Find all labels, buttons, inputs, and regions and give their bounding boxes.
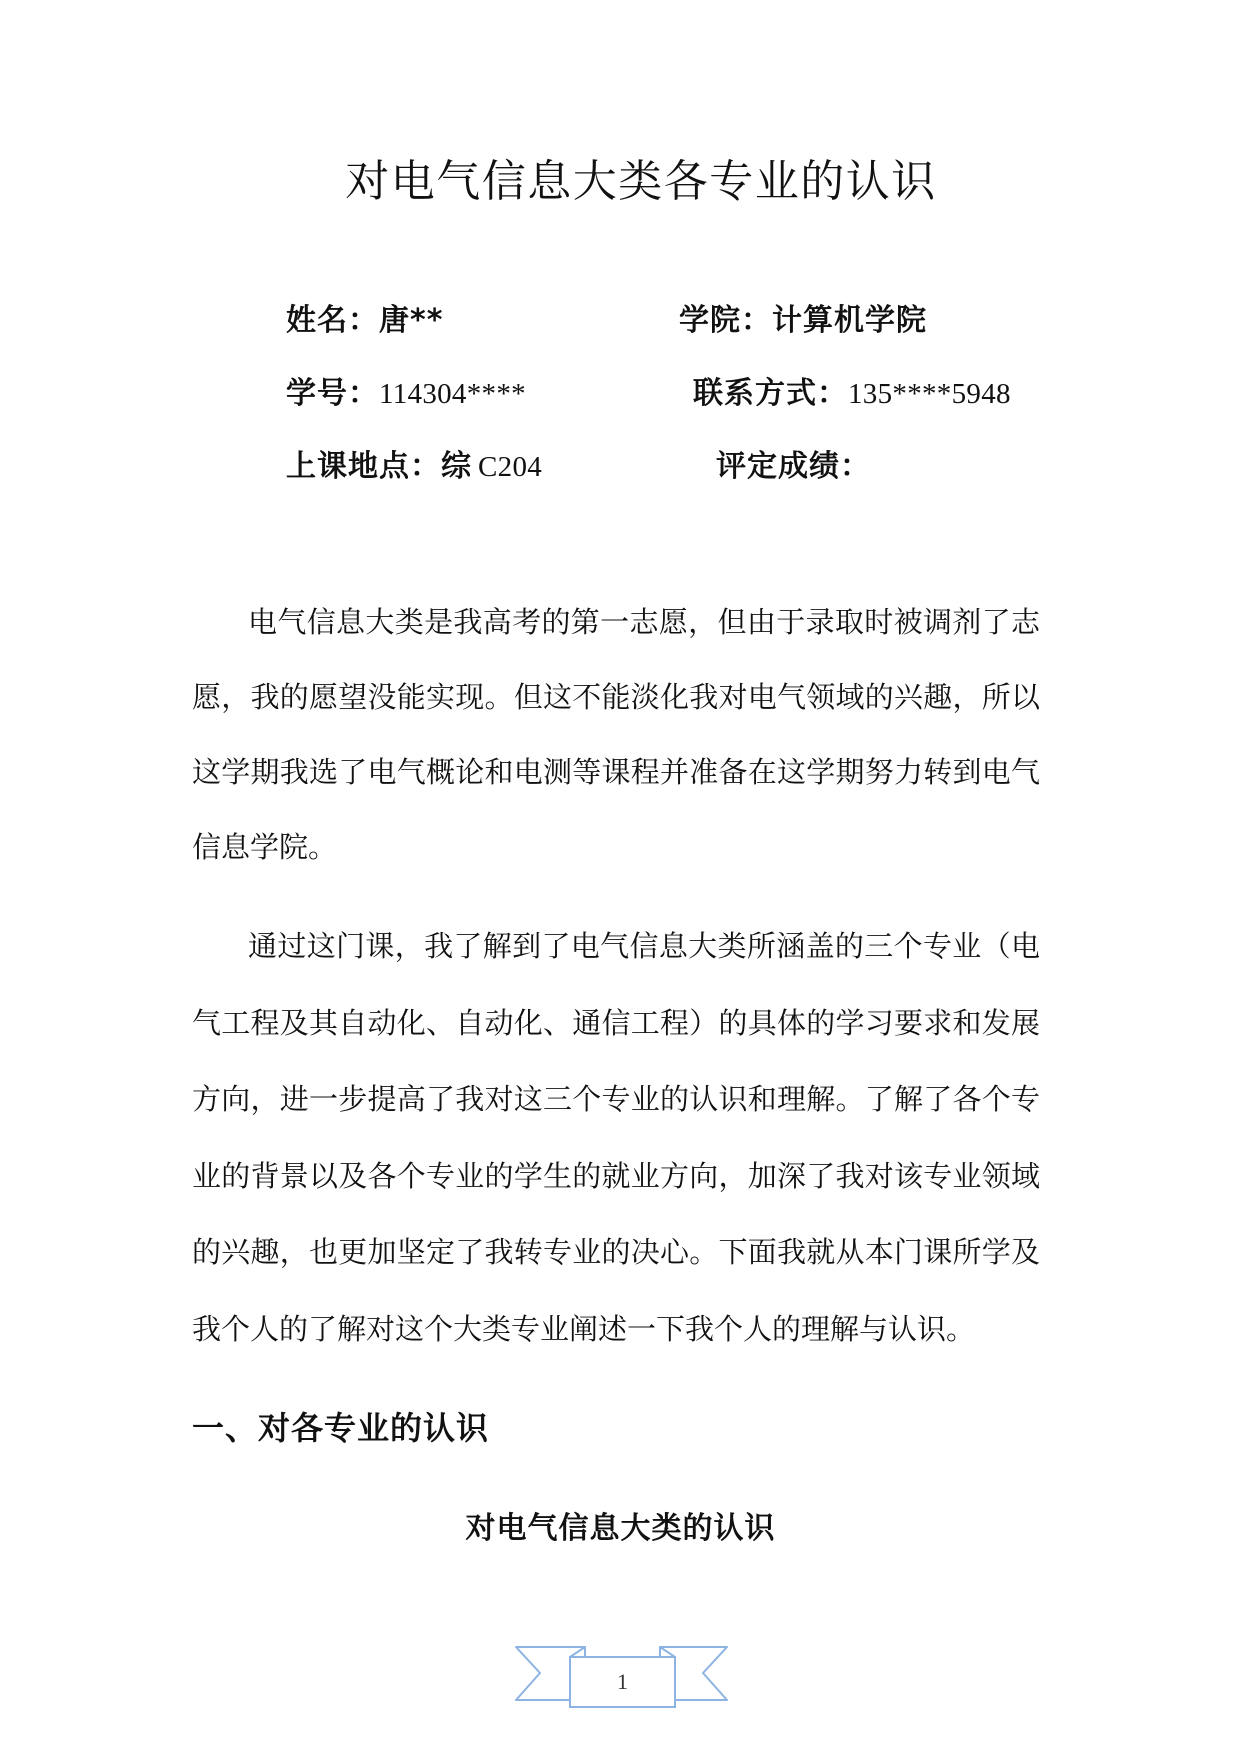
info-location <box>286 447 542 487</box>
info-student-id-label: 学号： <box>286 376 379 411</box>
paragraph-line: 我个人的了解对这个大类专业阐述一下我个人的理解与认识。 <box>192 1311 976 1346</box>
info-college <box>679 301 927 341</box>
info-student-id <box>286 374 526 414</box>
info-location-label: 上课地点： <box>286 449 441 484</box>
info-grade-label: 评定成绩： <box>716 449 871 484</box>
paragraph-line: 通过这门课，我了解到了电气信息大类所涵盖的三个专业（电 <box>248 929 1040 963</box>
body-paragraph <box>192 585 1040 885</box>
paragraph-line: 愿，我的愿望没能实现。但这不能淡化我对电气领域的兴趣，所以 <box>192 680 1040 714</box>
info-contact-label: 联系方式： <box>693 376 848 411</box>
paragraph-line: 信息学院。 <box>192 830 338 864</box>
info-location-value-prefix: 综 <box>441 449 472 484</box>
paragraph-line: 方向，进一步提高了我对这三个专业的认识和理解。了解了各个专 <box>192 1082 1040 1116</box>
paragraph-line: 电气信息大类是我高考的第一志愿，但由于录取时被调剂了志 <box>248 605 1040 639</box>
paragraph-line: 气工程及其自动化、自动化、通信工程）的具体的学习要求和发展 <box>192 1005 1040 1040</box>
paragraph-line: 业的背景以及各个专业的学生的就业方向，加深了我对该专业领域 <box>192 1158 1040 1193</box>
document-title: 对电气信息大类各专业的认识 <box>345 156 937 207</box>
body-paragraph <box>192 908 1040 1367</box>
info-location-value-code: C204 <box>478 451 543 483</box>
paragraph-line: 的兴趣，也更加坚定了我转专业的决心。下面我就从本门课所学及 <box>192 1235 1040 1269</box>
section-heading: 一、对各专业的认识 <box>192 1409 490 1447</box>
paragraph-line: 这学期我选了电气概论和电测等课程并准备在这学期努力转到电气 <box>192 755 1040 789</box>
info-name-label: 姓名： <box>286 303 379 338</box>
info-college-value: 计算机学院 <box>772 303 927 338</box>
info-college-label: 学院： <box>679 303 772 338</box>
info-contact <box>693 374 1011 414</box>
subsection-heading: 对电气信息大类的认识 <box>465 1511 776 1546</box>
info-name-value: 唐** <box>379 303 444 338</box>
page-number: 1 <box>617 1669 628 1694</box>
info-grade <box>716 447 871 487</box>
info-student-id-value: 114304**** <box>379 378 526 410</box>
info-contact-value: 135****5948 <box>848 378 1011 410</box>
info-name <box>286 301 443 341</box>
